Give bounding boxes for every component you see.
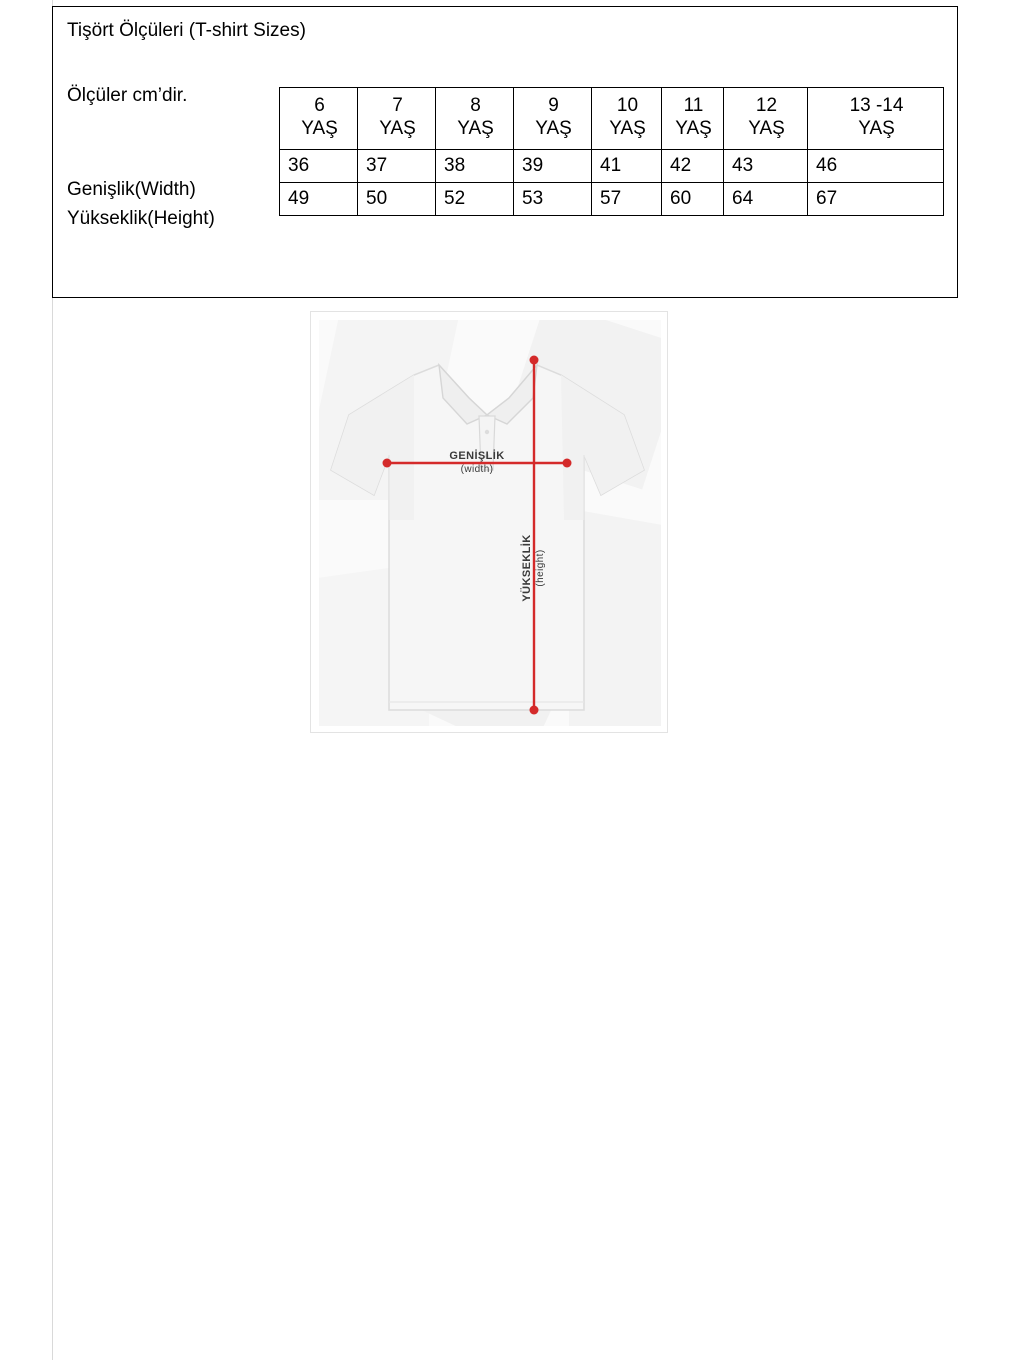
width-annotation-sub: (width): [460, 464, 494, 475]
table-cell: 60: [662, 183, 724, 216]
table-cell: 39: [514, 150, 592, 183]
size-table: [279, 87, 944, 216]
header-unit: YAŞ: [535, 118, 572, 139]
header-age: 13 -14: [849, 95, 904, 116]
table-header-cell: [358, 88, 436, 150]
header-age: 11: [683, 95, 704, 116]
product-figure: [310, 311, 668, 733]
header-unit: YAŞ: [609, 118, 646, 139]
unit-note: Ölçüler cm’dir.: [67, 85, 188, 106]
row-label-height: Yükseklik(Height): [67, 208, 215, 229]
figure-inner: [319, 320, 661, 726]
header-unit: YAŞ: [379, 118, 416, 139]
table-cell: 57: [592, 183, 662, 216]
polo-shirt-illustration: [319, 320, 661, 726]
size-info-box: [52, 6, 958, 298]
width-annotation: [417, 450, 537, 476]
header-unit: YAŞ: [301, 118, 338, 139]
height-annotation-title: YÜKSEKLİK: [521, 534, 533, 602]
table-cell: 52: [436, 183, 514, 216]
table-cell: 46: [808, 150, 944, 183]
table-header-cell: [280, 88, 358, 150]
header-age: 10: [616, 95, 639, 116]
table-row-height: [280, 183, 944, 216]
table-cell: 42: [662, 150, 724, 183]
row-label-width: Genişlik(Width): [67, 179, 196, 200]
header-unit: YAŞ: [675, 118, 712, 139]
table-header-cell: [592, 88, 662, 150]
table-header-cell: [436, 88, 514, 150]
table-cell: 43: [724, 150, 808, 183]
header-unit: YAŞ: [858, 118, 895, 139]
table-cell: 64: [724, 183, 808, 216]
table-row-width: [280, 150, 944, 183]
page-title: Tişört Ölçüleri (T-shirt Sizes): [67, 20, 306, 41]
table-header-cell: [724, 88, 808, 150]
header-age: 9: [548, 95, 559, 116]
table-header-cell: [514, 88, 592, 150]
table-header-cell: [808, 88, 944, 150]
table-header-cell: [662, 88, 724, 150]
header-unit: YAŞ: [748, 118, 785, 139]
table-cell: 67: [808, 183, 944, 216]
table-cell: 41: [592, 150, 662, 183]
table-cell: 50: [358, 183, 436, 216]
table-cell: 49: [280, 183, 358, 216]
header-age: 8: [470, 95, 481, 116]
table-cell: 53: [514, 183, 592, 216]
header-age: 6: [314, 95, 325, 116]
table-header-row: [280, 88, 944, 150]
header-age: 12: [755, 95, 778, 116]
height-annotation-sub: (height): [535, 549, 546, 587]
table-cell: 38: [436, 150, 514, 183]
header-age: 7: [392, 95, 403, 116]
height-annotation: [521, 508, 547, 628]
header-unit: YAŞ: [457, 118, 494, 139]
table-cell: 36: [280, 150, 358, 183]
table-cell: 37: [358, 150, 436, 183]
width-annotation-title: GENİŞLİK: [449, 450, 505, 462]
